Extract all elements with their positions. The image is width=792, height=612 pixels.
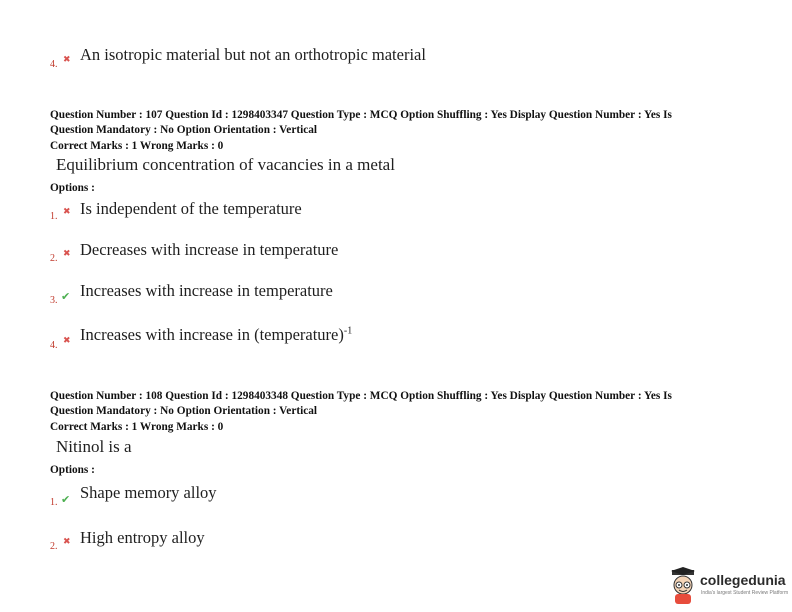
cross-icon: ✖ <box>63 55 71 65</box>
option-number: 2. <box>50 253 58 264</box>
option-text: Shape memory alloy <box>80 483 217 502</box>
options-label: Options : <box>50 464 95 476</box>
cross-icon: ✖ <box>63 249 71 259</box>
option-text: An isotropic material but not an orthotropic material <box>80 45 426 64</box>
cross-icon: ✖ <box>63 537 71 547</box>
question-text: Nitinol is a <box>56 437 132 456</box>
logo-name: collegedunia <box>700 572 786 588</box>
option-text: Increases with increase in (temperature)$^{-1}$ <box>80 325 353 344</box>
question-meta-line: Question Number : 108 Question Id : 1298403348 Question Type : MCQ Option Shuffling : Yes Display Question Number : Yes Is <box>50 390 672 402</box>
question-meta-line: Question Mandatory : No Option Orientation : Vertical <box>50 123 318 136</box>
question-meta-line: Question Mandatory : No Option Orientation : Vertical <box>50 404 318 417</box>
options-label: Options : <box>50 182 95 194</box>
option-superscript: -1 <box>343 325 353 337</box>
option-number: 4. <box>50 340 58 351</box>
option-text: High entropy alloy <box>80 528 205 547</box>
option-number: 4. <box>50 59 58 70</box>
collegedunia-logo <box>668 567 789 605</box>
option-text: Decreases with increase in temperature <box>80 240 339 259</box>
option-number: 2. <box>50 541 58 552</box>
question-meta-108 <box>50 389 672 435</box>
cross-icon: ✖ <box>63 336 71 346</box>
question-marks: Correct Marks : 1 Wrong Marks : 0 <box>50 421 224 433</box>
option-number: 1. <box>50 211 58 222</box>
option-number: 3. <box>50 295 58 306</box>
logo-tagline: India's largest Student Review Platform <box>701 590 789 596</box>
question-meta-line: Question Number : 107 Question Id : 1298403347 Question Type : MCQ Option Shuffling : Yes Display Question Number : Yes Is <box>50 109 672 121</box>
check-icon: ✔ <box>61 493 71 506</box>
option-text: Increases with increase in temperature <box>80 281 333 300</box>
question-meta-107 <box>50 108 672 154</box>
question-marks: Correct Marks : 1 Wrong Marks : 0 <box>50 140 224 152</box>
mascot-icon <box>668 567 698 605</box>
option-text: Is independent of the temperature <box>80 199 302 218</box>
cross-icon: ✖ <box>63 207 71 217</box>
option-number: 1. <box>50 497 58 508</box>
question-text: Equilibrium concentration of vacancies in a metal <box>56 155 395 174</box>
check-icon: ✔ <box>61 290 71 303</box>
